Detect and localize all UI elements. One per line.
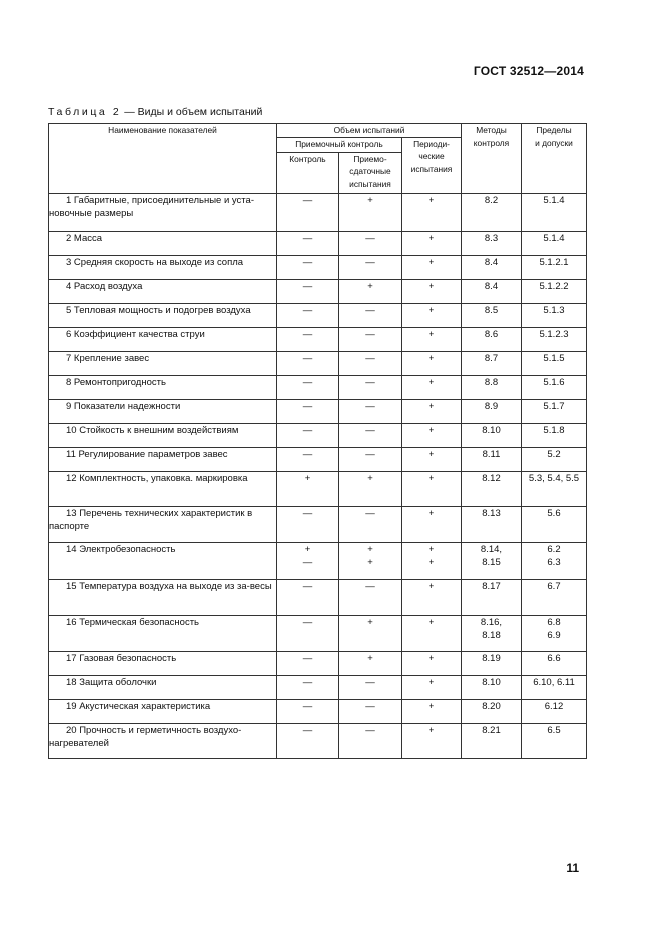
limit-cell-value: 5.6 [547,507,561,519]
periodic-cell [402,351,462,375]
indicator-name-text: 17 Газовая безопасность [66,652,177,664]
indicator-name [49,399,277,423]
limit-cell-value: 6.7 [547,580,561,592]
header-volume: Объем испытаний [277,124,462,138]
acceptance-cell-value: + [367,652,373,664]
control-cell [277,193,339,231]
control-cell-value: + [304,472,311,484]
periodic-cell [402,193,462,231]
periodic-cell [402,699,462,723]
header-methods-line: контроля [473,137,510,148]
indicator-name-text: 19 Акустическая характеристика [66,700,211,712]
periodic-cell-value: + [428,448,435,460]
header-limits [522,124,587,194]
periodic-cell-value: + [428,256,435,268]
indicator-name [49,255,277,279]
tests-table [48,123,587,759]
acceptance-cell-value: — [365,676,375,688]
limit-cell-value: 5.2 [547,448,561,460]
acceptance-cell-value: — [365,448,375,460]
periodic-cell [402,579,462,615]
periodic-cell-value: + [428,507,435,519]
method-cell-value: 8.3 [484,232,499,244]
method-cell-value: 8.9 [484,400,499,412]
table-row [49,651,587,675]
limit-cell-value: 5.1.4 [543,232,565,244]
acceptance-cell-value: — [365,304,375,316]
method-cell [462,699,522,723]
limit-cell [522,423,587,447]
control-cell-value: — [302,616,313,628]
periodic-cell-value: + + [428,543,435,568]
indicator-name-text: 6 Коэффициент качества струи [66,328,205,340]
acceptance-cell [339,279,402,303]
acceptance-cell-value: — [365,376,375,388]
table-row [49,723,587,758]
limit-cell [522,579,587,615]
control-cell-value: — [302,724,313,736]
acceptance-cell [339,447,402,471]
method-cell-value: 8.8 [484,376,499,388]
indicator-name [49,615,277,651]
control-cell-value: — [302,304,313,316]
table-row [49,231,587,255]
acceptance-cell-value: + [367,280,373,292]
acceptance-cell [339,471,402,506]
control-cell-value: — [302,507,313,519]
acceptance-cell-value: — [365,507,375,519]
method-cell-value: 8.13 [482,507,501,519]
header-limits-line: и допуски [535,137,573,148]
acceptance-cell-value: — [365,724,375,736]
table-row [49,675,587,699]
periodic-cell-value: + [428,724,435,736]
table-row [49,351,587,375]
limit-cell [522,699,587,723]
control-cell [277,327,339,351]
periodic-cell [402,506,462,542]
control-cell [277,231,339,255]
indicator-name [49,699,277,723]
periodic-cell-value: + [428,376,435,388]
control-cell [277,279,339,303]
limit-cell [522,351,587,375]
periodic-cell-value: + [428,232,435,244]
indicator-name-text: 7 Крепление завес [66,352,150,364]
method-cell [462,675,522,699]
periodic-cell [402,447,462,471]
periodic-cell [402,303,462,327]
acceptance-cell-value: + + [367,543,373,568]
acceptance-cell [339,723,402,758]
limit-cell-value: 5.1.5 [543,352,565,364]
method-cell [462,579,522,615]
table-caption [48,106,262,118]
control-cell [277,375,339,399]
periodic-cell-value: + [428,280,435,292]
method-cell [462,471,522,506]
limit-cell-value: 5.1.7 [543,400,565,412]
indicator-name-text: 20 Прочность и герметичность воздухо-нагревателей [49,724,242,749]
header-pr-line: испытания [349,178,391,189]
indicator-name [49,675,277,699]
limit-cell [522,723,587,758]
periodic-cell [402,723,462,758]
indicator-name-text: 8 Ремонтопригодность [66,376,166,388]
method-cell-value: 8.6 [484,328,499,340]
indicator-name [49,375,277,399]
indicator-name [49,279,277,303]
indicator-name-text: 2 Масса [66,232,103,244]
periodic-cell [402,542,462,579]
limit-cell [522,193,587,231]
table-row [49,327,587,351]
acceptance-cell [339,506,402,542]
method-cell [462,303,522,327]
table-row [49,579,587,615]
limit-cell-value: 6.5 [547,724,561,736]
control-cell [277,447,339,471]
indicator-name-text: 15 Температура воздуха на выходе из за-весы [66,580,272,592]
limit-cell-value: 6.6 [547,652,561,664]
acceptance-cell-value: — [365,424,375,436]
table-row [49,542,587,579]
indicator-name-text: 16 Термическая безопасность [66,616,199,628]
periodic-cell [402,231,462,255]
header-acceptance: Приемочный контроль [277,137,402,152]
method-cell-value: 8.17 [482,580,501,592]
method-cell-value: 8.19 [482,652,501,664]
method-cell-value: 8.10 [482,424,501,436]
method-cell [462,447,522,471]
table-row [49,506,587,542]
table-row [49,423,587,447]
acceptance-cell-value: + [367,616,373,628]
method-cell [462,399,522,423]
periodic-cell-value: + [428,676,435,688]
control-cell-value: — [302,376,313,388]
indicator-name [49,351,277,375]
indicator-name [49,327,277,351]
limit-cell [522,255,587,279]
table-row [49,303,587,327]
indicator-name [49,193,277,231]
method-cell [462,255,522,279]
method-cell-value: 8.4 [484,280,499,292]
limit-cell [522,506,587,542]
limit-cell-value: 6.10, 6.11 [533,676,575,688]
indicator-name-text: 14 Электробезопасность [66,543,176,555]
acceptance-cell [339,351,402,375]
method-cell [462,615,522,651]
periodic-cell [402,255,462,279]
control-cell-value: — [302,400,313,412]
header-pr-line: сдаточные [349,166,391,176]
method-cell [462,506,522,542]
header-periodic-line: Периоди- [413,138,450,149]
limit-cell [522,447,587,471]
method-cell-value: 8.2 [484,194,499,206]
indicator-name [49,651,277,675]
periodic-cell [402,615,462,651]
limit-cell [522,542,587,579]
acceptance-cell [339,231,402,255]
limit-cell [522,231,587,255]
acceptance-cell [339,303,402,327]
periodic-cell-value: + [428,424,435,436]
limit-cell [522,651,587,675]
table-row [49,255,587,279]
table-caption-text: — Виды и объем испытаний [121,106,263,118]
indicator-name-text: 9 Показатели надежности [66,400,181,412]
control-cell-value: — [302,328,313,340]
control-cell [277,651,339,675]
limit-cell-value: 5.1.8 [543,424,565,436]
limit-cell [522,279,587,303]
control-cell-value: — [302,280,313,292]
control-cell [277,351,339,375]
indicator-name [49,447,277,471]
control-cell [277,471,339,506]
periodic-cell-value: + [428,616,435,628]
control-cell [277,423,339,447]
control-cell-value: — [302,676,313,688]
indicator-name-text: 10 Стойкость к внешним воздействиям [66,424,239,436]
control-cell [277,506,339,542]
limit-cell-value: 6.12 [544,700,564,712]
limit-cell [522,375,587,399]
header-pr-line: Приемо- [353,153,387,164]
indicator-name-text: 13 Перечень технических характеристик в паспорте [49,507,253,532]
limit-cell [522,399,587,423]
limit-cell-value: 5.1.6 [543,376,565,388]
method-cell-value: 8.7 [484,352,499,364]
indicator-name [49,723,277,758]
control-cell [277,579,339,615]
indicator-name [49,303,277,327]
method-cell [462,375,522,399]
method-cell [462,351,522,375]
header-name: Наименование показателей [49,124,277,194]
indicator-name [49,423,277,447]
limit-cell-value: 5.1.2.2 [539,280,569,292]
acceptance-cell-value: — [365,328,375,340]
limit-cell-value: 5.1.4 [543,194,565,206]
header-methods [462,124,522,194]
method-cell [462,279,522,303]
periodic-cell-value: + [428,328,435,340]
method-cell [462,193,522,231]
indicator-name-text: 18 Защита оболочки [66,676,157,688]
header-control: Контроль [277,152,339,193]
indicator-name-text: 5 Тепловая мощность и подогрев воздуха [66,304,251,316]
control-cell-value: — [302,424,313,436]
indicator-name [49,506,277,542]
periodic-cell [402,675,462,699]
indicator-name-text: 1 Габаритные, присоединительные и уста-новочные размеры [49,194,254,219]
acceptance-cell-value: + [367,472,373,484]
method-cell-value: 8.4 [484,256,499,268]
method-cell [462,723,522,758]
acceptance-cell [339,579,402,615]
acceptance-cell [339,542,402,579]
periodic-cell-value: + [428,194,435,206]
table-row [49,279,587,303]
acceptance-cell [339,375,402,399]
method-cell [462,651,522,675]
periodic-cell [402,327,462,351]
indicator-name-text: 4 Расход воздуха [66,280,143,292]
periodic-cell [402,423,462,447]
limit-cell-value: 5.3, 5.4, 5.5 [528,472,580,484]
method-cell-value: 8.10 [482,676,501,688]
control-cell [277,542,339,579]
method-cell [462,327,522,351]
control-cell-value: — [302,194,313,206]
acceptance-cell [339,675,402,699]
table-row [49,615,587,651]
header-periodic-line: ческие [418,151,445,161]
method-cell-value: 8.20 [482,700,501,712]
indicator-name [49,542,277,579]
header-methods-line: Методы [476,125,507,135]
control-cell-value: — [302,352,313,364]
limit-cell-value: 6.2 6.3 [547,543,561,568]
control-cell-value: — [302,700,313,712]
method-cell [462,423,522,447]
table-row [49,699,587,723]
acceptance-cell-value: — [365,580,375,592]
control-cell [277,675,339,699]
method-cell-value: 8.12 [482,472,501,484]
control-cell-value: — [302,652,313,664]
periodic-cell-value: + [428,472,435,484]
acceptance-cell [339,423,402,447]
limit-cell [522,303,587,327]
acceptance-cell-value: — [365,700,375,712]
method-cell-value: 8.16, 8.18 [480,616,503,641]
periodic-cell-value: + [428,304,435,316]
control-cell [277,723,339,758]
indicator-name-text: 11 Регулирование параметров завес [66,448,228,460]
indicator-name [49,579,277,615]
periodic-cell [402,651,462,675]
control-cell-value: — [302,232,313,244]
control-cell [277,699,339,723]
periodic-cell-value: + [428,580,435,592]
method-cell [462,231,522,255]
header-limits-line: Пределы [536,125,572,135]
acceptance-cell-value: + [367,194,373,206]
table-row [49,399,587,423]
control-cell-value: + — [302,543,313,568]
indicator-name [49,471,277,506]
indicator-name-text: 12 Комплектность, упаковка. маркировка [66,472,248,484]
method-cell-value: 8.21 [482,724,501,736]
standard-number: ГОСТ 32512—2014 [473,64,584,78]
acceptance-cell-value: — [365,352,375,364]
header-periodic-line: испытания [410,163,453,174]
limit-cell-value: 5.1.2.1 [539,256,569,268]
limit-cell-value: 5.1.3 [543,304,565,316]
control-cell [277,303,339,327]
periodic-cell [402,399,462,423]
acceptance-cell [339,399,402,423]
periodic-cell [402,375,462,399]
control-cell [277,399,339,423]
page-number: 11 [566,861,579,875]
limit-cell-value: 6.8 6.9 [547,616,561,641]
control-cell-value: — [302,448,313,460]
table-row [49,447,587,471]
table-body [49,193,587,758]
table-row [49,375,587,399]
method-cell-value: 8.11 [482,448,501,460]
table-row [49,471,587,506]
limit-cell [522,615,587,651]
control-cell [277,615,339,651]
periodic-cell [402,471,462,506]
indicator-name [49,231,277,255]
table-row [49,193,587,231]
control-cell-value: — [302,256,313,268]
control-cell-value: — [302,580,313,592]
periodic-cell-value: + [428,652,435,664]
acceptance-cell [339,699,402,723]
method-cell-value: 8.5 [484,304,499,316]
acceptance-cell [339,615,402,651]
acceptance-cell-value: — [365,400,375,412]
acceptance-cell [339,327,402,351]
limit-cell-value: 5.1.2.3 [539,328,569,340]
acceptance-cell [339,193,402,231]
periodic-cell-value: + [428,352,435,364]
method-cell [462,542,522,579]
acceptance-cell [339,255,402,279]
acceptance-cell-value: — [365,232,375,244]
limit-cell [522,675,587,699]
acceptance-cell-value: — [365,256,375,268]
control-cell [277,255,339,279]
header-acceptance-tests [339,152,402,193]
periodic-cell-value: + [428,400,435,412]
header-periodic [402,137,462,193]
acceptance-cell [339,651,402,675]
periodic-cell [402,279,462,303]
indicator-name-text: 3 Средняя скорость на выходе из сопла [66,256,244,268]
method-cell-value: 8.14, 8.15 [480,543,503,568]
limit-cell [522,471,587,506]
table-caption-label: Таблица 2 [48,106,122,118]
limit-cell [522,327,587,351]
periodic-cell-value: + [428,700,435,712]
